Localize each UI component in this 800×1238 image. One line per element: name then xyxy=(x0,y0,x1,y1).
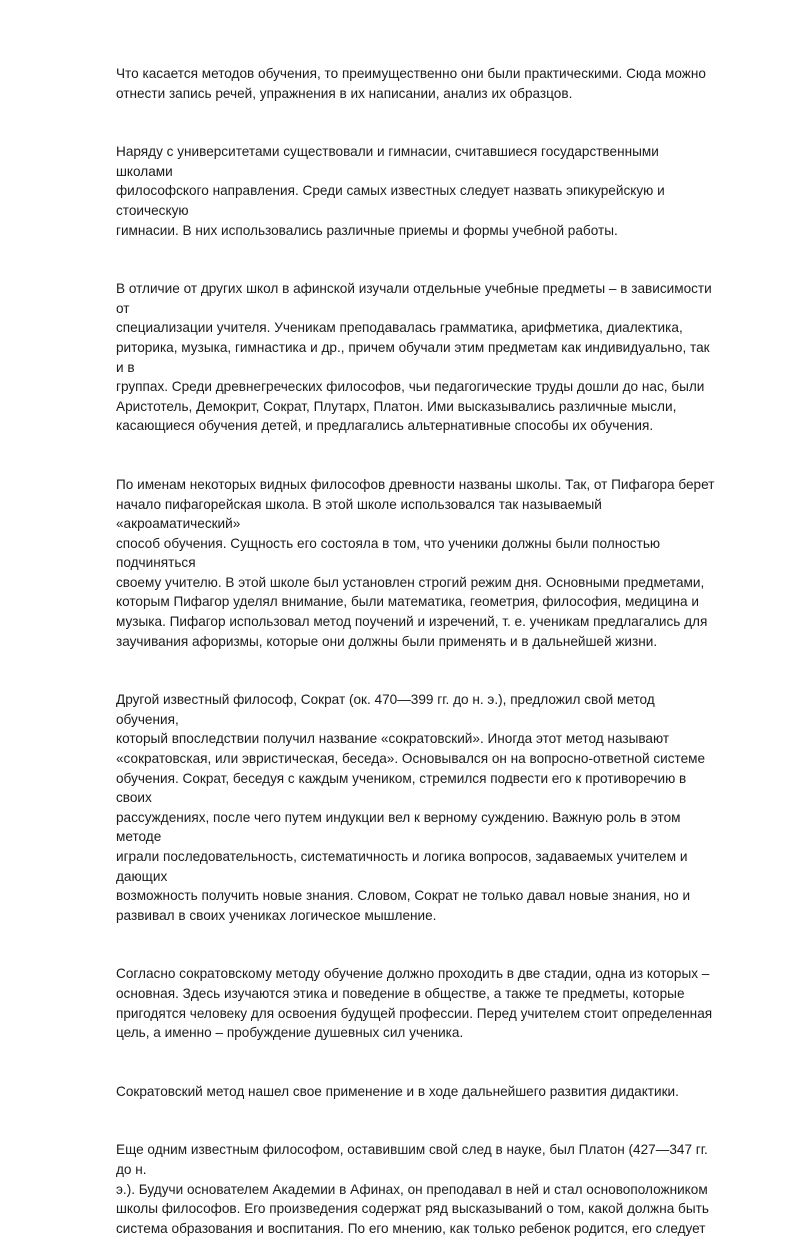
paragraph-socratic-stages: Согласно сократовскому методу обучение должно проходить в две стадии, одна из которых – основная. Здесь изучаются этика и поведение в обществе, а также те предметы, которые пригодятся человеку для освоения будущей профессии. Перед учителем стоит определенная цель, а именно – пробуждение душевных сил ученика. xyxy=(116,966,713,1041)
paragraph-pythagorean-school: По именам некоторых видных философов древности названы школы. Так, от Пифагора берет начало пифагорейская школа. В этой школе использовался так называемый «акроаматический» способ обучения. Сущность его состояла в том, что ученики должны были полностью подчиняться своему учителю. В этой школе был установлен строгий режим дня. Основными предметами, которым Пифагор уделял внимание, были математика, геометрия, философия, медицина и музыка. Пифагор использовал метод поучений и изречений, т. е. ученикам предлагались для заучивания афоризмы, которые они должны были применять и в дальнейшей жизни. xyxy=(116,476,715,649)
paragraph-socratic-method-application: Сократовский метод нашел свое применение и в ходе дальнейшего развития дидактики. xyxy=(116,1083,679,1099)
paragraph-gap xyxy=(116,240,716,279)
paragraph-gap xyxy=(116,436,716,475)
paragraph-gap xyxy=(116,651,716,690)
paragraph-athenian-school: В отличие от других школ в афинской изучали отдельные учебные предметы – в зависимости от специализации учителя. Ученикам преподавалась грамматика, арифметика, диалектика, риторика, музыка, гимнастика и др., причем обучали этим предметам как индивидуально, так и в группах. Среди древнегреческих философов, чьи педагогические труды дошли до нас, были Аристотель, Демокрит, Сократ, Плутарх, Платон. Ими высказывались различные мысли, касающиеся обучения детей, и предлагались альтернативные способы их обучения. xyxy=(116,281,712,434)
paragraph-gymnasia: Наряду с университетами существовали и гимнасии, считавшиеся государственными школами философского направления. Среди самых известных следует назвать эпикурейскую и стоическую гимнасии. В них использовались различные приемы и формы учебной работы. xyxy=(116,144,665,238)
paragraph-gap xyxy=(116,1101,716,1140)
paragraph-plato: Еще одним известным философом, оставившим свой след в науке, был Платон (427—347 гг. до н. э.). Будучи основателем Академии в Афинах, он преподавал в ней и стал основоположником школы философов. Его произведения содержат ряд высказываний о том, какой должна быть система образования и воспитания. По его мнению, как только ребенок родится, его следует xyxy=(116,1142,709,1236)
paragraph-teaching-methods: Что касается методов обучения, то преимущественно они были практическими. Сюда можно отнести запись речей, упражнения в их написании, анализ их образцов. xyxy=(116,66,706,101)
document-page xyxy=(116,64,716,1238)
paragraph-gap xyxy=(116,925,716,964)
paragraph-socrates: Другой известный философ, Сократ (ок. 470—399 гг. до н. э.), предложил свой метод обучения, который впоследствии получил название «сократовский». Иногда этот метод называют «сократовская, или эвристическая, беседа». Основывался он на вопросно-ответной системе обучения. Сократ, беседуя с каждым учеником, стремился подвести его к противоречию в своих рассуждениях, после чего путем индукции вел к верному суждению. Важную роль в этом методе играли последовательность, систематичность и логика вопросов, задаваемых учителем и дающих возможность получить новые знания. Словом, Сократ не только давал новые знания, но и развивал в своих учениках логическое мышление. xyxy=(116,692,706,923)
paragraph-gap xyxy=(116,1043,716,1082)
paragraph-gap xyxy=(116,103,716,142)
